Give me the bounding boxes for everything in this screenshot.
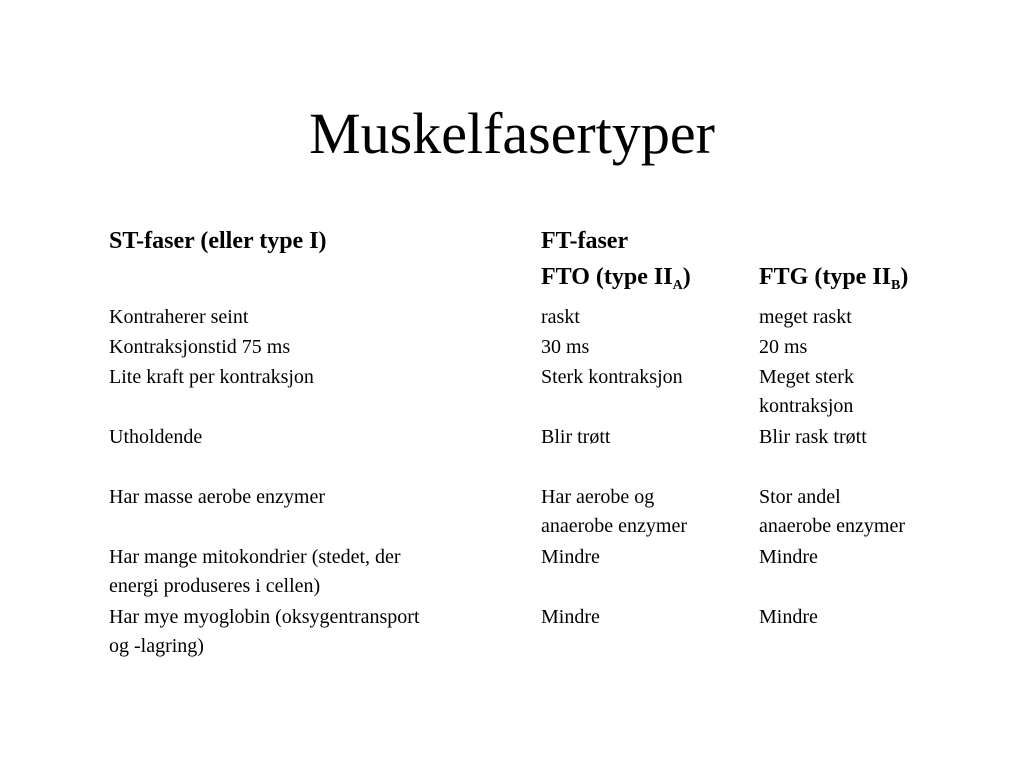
cell-line: Har mye myoglobin (oksygentransport [109,606,420,628]
cell-line: Mindre [759,546,818,568]
header-fto-label: FTO (type II [541,264,673,290]
cell-line: Mindre [541,546,600,568]
ftg-cell-row-3 [759,363,854,421]
st-cell-row-1 [109,303,248,332]
st-cell-row-2 [109,333,290,362]
cell-line: anaerobe enzymer [759,515,906,537]
cell-line: energi produseres i cellen) [109,575,321,597]
header-fto [541,259,691,295]
header-fto-subscript: A [672,278,683,293]
st-cell-row-6 [109,543,401,601]
header-ftg-subscript: B [891,278,901,293]
st-cell-row-5 [109,483,325,512]
fto-cell-row-5 [541,483,687,541]
cell-line: Stor andel [759,486,841,508]
header-ftg-label: FTG (type II [759,264,891,290]
header-fto-close: ) [682,264,691,290]
cell-line: Mindre [759,606,818,628]
cell-line: Har mange mitokondrier (stedet, der [109,546,401,568]
ftg-cell-row-1 [759,303,852,332]
slide-title: Muskelfasertyper [309,101,715,166]
cell-line: Mindre [541,606,600,628]
st-cell-row-4 [109,423,202,452]
cell-line: Utholdende [109,426,203,448]
cell-line: Har masse aerobe enzymer [109,486,325,508]
cell-line: og -lagring) [109,635,204,657]
cell-line: raskt [541,306,580,328]
cell-line: Blir rask trøtt [759,426,867,448]
fto-cell-row-3 [541,363,683,392]
ftg-cell-row-4 [759,423,867,452]
fto-cell-row-1 [541,303,580,332]
cell-line: meget raskt [759,306,852,328]
ftg-cell-row-2 [759,333,807,362]
cell-line: kontraksjon [759,395,854,417]
cell-line: anaerobe enzymer [541,515,688,537]
cell-line: Meget sterk [759,366,854,388]
header-ft-fibers: FT-faser [541,228,629,254]
ftg-cell-row-7 [759,603,818,632]
cell-line: Kontraherer seint [109,306,249,328]
cell-line: 30 ms [541,336,590,358]
cell-line: Kontraksjonstid 75 ms [109,336,291,358]
ftg-cell-row-6 [759,543,818,572]
fto-cell-row-6 [541,543,600,572]
cell-line: Lite kraft per kontraksjon [109,366,314,388]
st-cell-row-3 [109,363,314,392]
cell-line: Sterk kontraksjon [541,366,683,388]
fto-cell-row-4 [541,423,610,452]
st-cell-row-7 [109,603,420,661]
header-st-fibers: ST-faser (eller type I) [109,228,327,254]
ftg-cell-row-5 [759,483,905,541]
cell-line: 20 ms [759,336,808,358]
fto-cell-row-2 [541,333,589,362]
cell-line: Har aerobe og [541,486,655,508]
header-ftg [759,259,908,295]
fto-cell-row-7 [541,603,600,632]
cell-line: Blir trøtt [541,426,611,448]
header-ftg-close: ) [900,264,909,290]
